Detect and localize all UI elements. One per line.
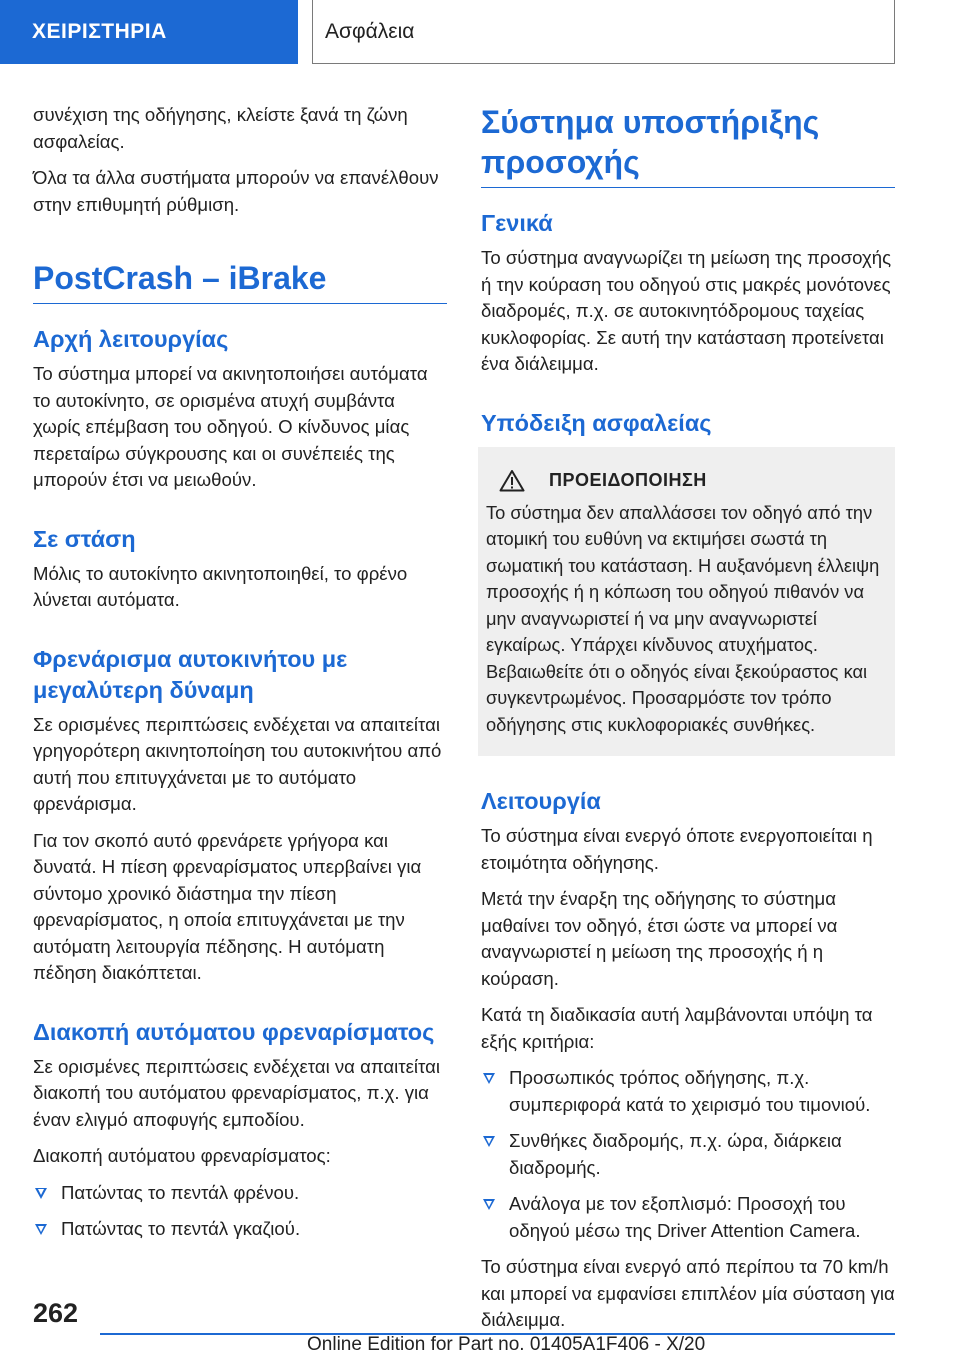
list-item xyxy=(481,1128,895,1181)
function-paragraph-4: Το σύστημα είναι ενεργό από περίπου τα 70 km/h και μπορεί να εμφανίσει επιπλέον μία σύσταση για διάλειμμα. xyxy=(481,1256,895,1330)
intro-paragraph-2: Όλα τα άλλα συστήματα μπορούν να επανέλθουν στην επιθυμητή ρύθμιση. xyxy=(33,167,439,215)
list-item xyxy=(33,1216,447,1243)
principle-paragraph: Το σύστημα μπορεί να ακινητοποιήσει αυτόματα το αυτοκίνητο, σε ορισμένα ατυχή συμβάντα χωρίς επέμβαση του οδηγού. Ο κίνδυνος μίας περεταίρω σύγκρουσης και οι συνέπειές της μπορούν έτσι να μειωθούν. xyxy=(33,363,428,490)
principle-heading: Αρχή λειτουργίας xyxy=(33,326,229,352)
function-paragraph-2: Μετά την έναρξη της οδήγησης το σύστημα μαθαίνει τον οδηγό, έτσι ώστε να μπορεί να αναγνωριστεί η μείωση της προσοχής ή η κούραση. xyxy=(481,888,838,989)
list-item-text: Προσωπικός τρόπος οδήγησης, π.χ. συμπεριφορά κατά το χειρισμό του τιμονιού. xyxy=(509,1067,871,1115)
criteria-list xyxy=(481,1065,895,1244)
standstill-heading: Σε στάση xyxy=(33,525,136,552)
triangle-bullet-icon xyxy=(35,1188,47,1199)
warning-title: ΠΡΟΕΙΔΟΠΟΙΗΣΗ xyxy=(549,469,707,490)
warning-text: Το σύστημα δεν απαλλάσσει τον οδηγό από την ατομική του ευθύνη να εκτιμήσει σωστά τη σωματική του κατάσταση. Η αυξανόμενη έλλειψη προσοχής ή η κόπωση του οδηγού πιθανόν να μην αναγνωριστεί ή να μην αναγνωριστεί εγκαίρως. Υπάρχει κίνδυνος ατυχήματος. Βεβαιωθείτε ότι ο οδηγός είναι ξεκούραστος και συγκεντρωμένος. Προσαρμόστε τον τρόπο οδήγησης στις κυκλοφοριακές συνθήκες. xyxy=(486,501,880,735)
function-heading: Λειτουργία xyxy=(481,788,601,814)
braking-heading: Φρενάρισμα αυτοκινήτου με μεγαλύτερη δύναμη xyxy=(33,645,348,703)
general-heading: Γενικά xyxy=(481,210,553,236)
left-column xyxy=(33,102,447,1253)
list-item-text: Πατώντας το πεντάλ γκαζιού. xyxy=(61,1218,301,1239)
edition-footer: Online Edition for Part no. 01405A1F406 - X/20 xyxy=(307,1334,706,1355)
warning-box xyxy=(478,447,895,757)
braking-paragraph-2: Για τον σκοπό αυτό φρενάρετε γρήγορα και δυνατά. Η πίεση φρεναρίσματος υπερβαίνει για σύντομο χρονικό διάστημα την πίεση φρεναρίσματος, η οποία επιτυγχάνεται με την αυτόματη λειτουργία πέδησης. Η αυτόματη πέδηση διακόπτεται. xyxy=(33,829,422,983)
triangle-bullet-icon xyxy=(483,1136,495,1147)
list-item xyxy=(481,1065,895,1118)
interrupt-list xyxy=(33,1180,447,1243)
chapter-tab[interactable]: ΧΕΙΡΙΣΤΗΡΙΑ xyxy=(0,0,298,64)
function-paragraph-1: Το σύστημα είναι ενεργό όποτε ενεργοποιείται η ετοιμότητα οδήγησης. xyxy=(481,825,873,873)
triangle-bullet-icon xyxy=(483,1199,495,1210)
general-paragraph: Το σύστημα αναγνωρίζει τη μείωση της προσοχής ή την κούραση του οδηγού στις μακρές μονότονες διαδρομές, π.χ. σε αυτοκινητόδρομους ταχείας κυκλοφορίας. Σε αυτή την κατάσταση προτείνεται ένα διάλειμμα. xyxy=(481,247,892,374)
list-item xyxy=(33,1180,447,1207)
interrupt-heading: Διακοπή αυτόματου φρεναρίσματος xyxy=(33,1018,435,1045)
triangle-bullet-icon xyxy=(35,1224,47,1235)
warning-header xyxy=(486,469,887,492)
list-item-text: Πατώντας το πεντάλ φρένου. xyxy=(61,1181,300,1203)
page-number: 262 xyxy=(33,1298,79,1328)
safety-heading: Υπόδειξη ασφαλείας xyxy=(481,409,712,436)
intro-paragraph-1: συνέχιση της οδήγησης, κλείστε ξανά τη ζώνη ασφαλείας. xyxy=(33,104,408,152)
section-tab-label: Ασφάλεια xyxy=(325,19,415,43)
interrupt-paragraph-2: Διακοπή αυτόματου φρεναρίσματος: xyxy=(33,1145,331,1166)
postcrash-title: PostCrash – iBrake xyxy=(33,258,447,304)
standstill-paragraph: Μόλις το αυτοκίνητο ακινητοποιηθεί, το φρένο λύνεται αυτόματα. xyxy=(33,562,408,610)
section-tab[interactable] xyxy=(312,0,895,64)
right-column xyxy=(481,102,895,1344)
triangle-bullet-icon xyxy=(483,1073,495,1084)
attention-title: Σύστημα υποστήριξης προσοχής xyxy=(481,102,895,188)
interrupt-paragraph-1: Σε ορισμένες περιπτώσεις ενδέχεται να απαιτείται διακοπή του αυτόματου φρεναρίσματος, π.χ. για έναν ελιγμό αποφυγής εμποδίου. xyxy=(33,1055,441,1130)
list-item-text: Ανάλογα με τον εξοπλισμό: Προσοχή του οδηγού μέσω της Driver Attention Camera. xyxy=(509,1193,861,1241)
warning-triangle-icon xyxy=(499,469,525,492)
braking-paragraph-1: Σε ορισμένες περιπτώσεις ενδέχεται να απαιτείται γρηγορότερη ακινητοποίηση του αυτοκινήτου από αυτή που επιτυγχάνεται με το αυτόματο φρενάρισμα. xyxy=(33,713,442,814)
list-item-text: Συνθήκες διαδρομής, π.χ. ώρα, διάρκεια διαδρομής. xyxy=(509,1130,842,1178)
function-paragraph-3: Κατά τη διαδικασία αυτή λαμβάνονται υπόψη τα εξής κριτήρια: xyxy=(481,1004,873,1052)
list-item xyxy=(481,1191,895,1244)
